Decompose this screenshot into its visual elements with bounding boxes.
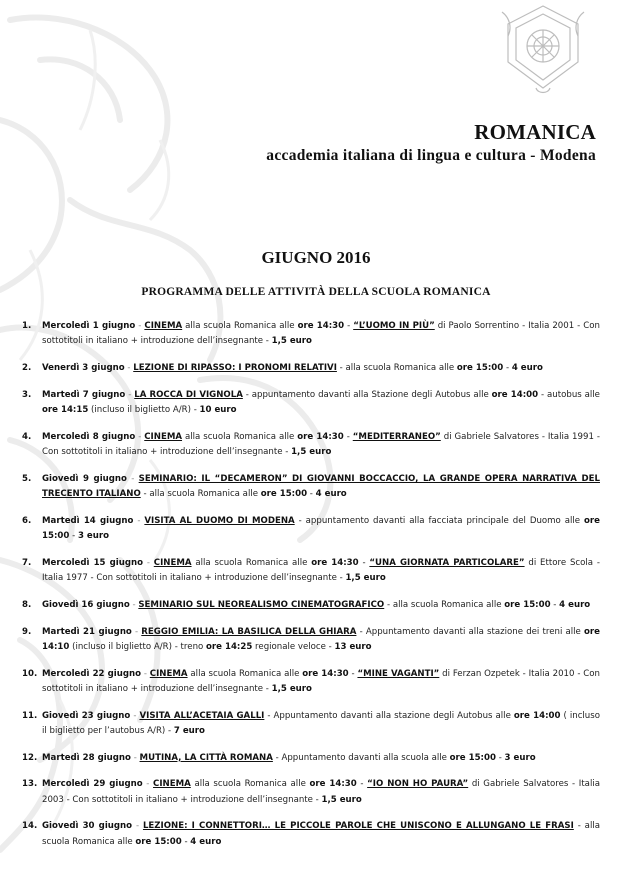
event-highlight: REGGIO EMILIA: LA BASILICA DELLA GHIARA <box>141 626 357 637</box>
event-highlight: “MINE VAGANTI” <box>357 668 440 679</box>
event-text: 3 euro <box>77 531 109 541</box>
event-text: - autobus alle <box>538 389 600 400</box>
event-text: ore 14:25 <box>206 641 253 652</box>
event-number: 9. <box>22 626 32 637</box>
event-highlight: “IO NON HO PAURA” <box>367 779 469 790</box>
event-highlight: SEMINARIO: IL “DECAMERON” DI GIOVANNI BOCCACCIO, LA GRANDE OPERA NARRATIVA DEL TRECENTO ITALIANO <box>42 473 600 499</box>
event-highlight: LEZIONE: I CONNETTORI… LE PICCOLE PAROLE CHE UNISCONO E ALLUNGANO LE FRASI <box>142 821 574 832</box>
event-date: Martedì 28 giugno <box>42 752 131 763</box>
event-text: alla scuola Romanica alle <box>190 779 310 790</box>
event-highlight: CINEMA <box>153 557 192 568</box>
event-item: 7. Mercoledì 15 giugno - CINEMA alla scuola Romanica alle ore 14:30 - “UNA GIORNATA PARTICOLARE” di Ettore Scola - Italia 1977 - Con sottotitoli in italiano + introduzione dell’insegnante - 1,5 euro <box>22 557 600 583</box>
event-text: 3 euro <box>504 752 536 763</box>
event-text: ore 14:30 <box>311 557 359 568</box>
event-highlight: VISITA ALL’ACETAIA GALLI <box>139 710 265 721</box>
event-item: 1. Mercoledì 1 giugno - CINEMA alla scuola Romanica alle ore 14:30 - “L’UOMO IN PIÙ” di Paolo Sorrentino - Italia 2001 - Con sottotitoli in italiano + introduzione dell’insegnante - 1,5 euro <box>22 321 600 347</box>
event-date: Martedì 7 giugno <box>42 389 126 400</box>
event-date: Martedì 21 giugno <box>42 626 132 637</box>
event-item: 2. Venerdì 3 giugno - LEZIONE DI RIPASSO: I PRONOMI RELATIVI - alla scuola Romanica alle ore 15:00 - 4 euro <box>18 361 600 376</box>
event-number: 14. <box>22 821 38 832</box>
event-text: - appuntamento davanti alla facciata principale del Duomo alle <box>294 515 584 526</box>
page-subtitle: PROGRAMMA DELLE ATTIVITÀ DELLA SCUOLA ROMANICA <box>141 286 491 298</box>
event-text: - <box>181 836 191 847</box>
event-highlight: CINEMA <box>153 779 191 790</box>
event-highlight: CINEMA <box>144 321 183 331</box>
event-text: di Paolo Sorrentino - Italia 2001 - Con sottotitoli in italiano + introduzione dell’insegnante - <box>42 321 600 347</box>
event-number: 1. <box>22 321 32 331</box>
event-text: - Appuntamento davanti alla scuola alle <box>272 752 450 763</box>
event-text: - <box>307 489 316 499</box>
event-text: 4 euro <box>559 599 591 610</box>
event-text: - alla scuola Romanica alle <box>140 489 261 499</box>
event-item: 12. Martedì 28 giugno - MUTINA, LA CITTÀ ROMANA - Appuntamento davanti alla scuola alle ore 15:00 - 3 euro <box>18 751 600 766</box>
event-item: 3. Martedì 7 giugno - LA ROCCA DI VIGNOLA - appuntamento davanti alla Stazione degli Autobus alle ore 14:00 - autobus alle ore 14:15 (incluso il biglietto A/R) - 10 euro <box>22 389 600 415</box>
event-highlight: MUTINA, LA CITTÀ ROMANA <box>139 752 273 763</box>
event-text: 1,5 euro <box>271 683 312 694</box>
event-text: di Ettore Scola - Italia 1977 - Con sottotitoli in italiano + introduzione dell’insegnante - <box>42 557 600 583</box>
event-number: 10. <box>22 668 38 679</box>
event-number: 3. <box>22 389 32 400</box>
page-title: GIUGNO 2016 <box>261 248 371 267</box>
event-text: 1,5 euro <box>321 794 362 805</box>
event-text: - alla scuola Romanica alle <box>384 599 505 610</box>
event-item: 6. Martedì 14 giugno - VISITA AL DUOMO DI MODENA - appuntamento davanti alla facciata principale del Duomo alle ore 15:00 - 3 euro <box>22 515 600 541</box>
event-text: - <box>69 531 78 541</box>
event-item: 13. Mercoledì 29 giugno - CINEMA alla scuola Romanica alle ore 14:30 - “IO NON HO PAURA” di Gabriele Salvatores - Italia 2003 - Con sottotitoli in italiano + introduzione dell’insegnante - 1,5 euro <box>22 779 600 805</box>
event-text: 1,5 euro <box>291 447 332 457</box>
event-date: Mercoledì 8 giugno <box>42 431 136 442</box>
event-item: 9. Martedì 21 giugno - REGGIO EMILIA: LA BASILICA DELLA GHIARA - Appuntamento davanti alla stazione dei treni alle ore 14:10 (incluso il biglietto A/R) - treno ore 14:25 regionale veloce - 13 euro <box>22 626 600 652</box>
event-number: 13. <box>22 779 38 790</box>
event-highlight: LA ROCCA DI VIGNOLA <box>134 389 243 400</box>
event-text: di Gabriele Salvatores - Italia 2003 - Con sottotitoli in italiano + introduzione dell’insegnante - <box>42 779 600 805</box>
brand-name: ROMANICA <box>474 120 596 144</box>
event-number: 12. <box>22 752 38 763</box>
event-item: 10. Mercoledì 22 giugno - CINEMA alla scuola Romanica alle ore 14:30 - “MINE VAGANTI” di Ferzan Ozpetek - Italia 2010 - Con sottotitoli in italiano + introduzione dell’insegnante - 1,5 euro <box>22 668 600 694</box>
event-number: 4. <box>22 431 32 442</box>
event-item: 8. Giovedì 16 giugno - SEMINARIO SUL NEOREALISMO CINEMATOGRAFICO - alla scuola Romanica alle ore 15:00 - 4 euro <box>18 598 600 613</box>
event-date: Mercoledì 15 giugno <box>42 557 144 568</box>
event-text: - appuntamento davanti alla Stazione degli Autobus alle <box>242 389 492 400</box>
brand-tagline: accademia italiana di lingua e cultura - Modena <box>266 147 596 164</box>
event-text: ore 15:00 <box>42 515 600 541</box>
event-text: - <box>495 752 505 763</box>
event-number: 11. <box>22 710 38 721</box>
event-number: 2. <box>22 363 32 373</box>
event-text: - <box>503 363 512 373</box>
event-text: (incluso il biglietto A/R) - <box>88 405 200 415</box>
event-number: 7. <box>22 557 32 568</box>
event-text: ore 15:00 <box>260 489 308 499</box>
event-text: ore 14:30 <box>297 431 344 442</box>
event-date: Martedì 14 giugno <box>42 515 134 526</box>
event-text: - <box>344 321 354 331</box>
event-date: Giovedì 30 giugno <box>42 821 133 832</box>
event-text: 4 euro <box>315 489 347 499</box>
event-text: ore 14:15 <box>42 405 89 415</box>
event-text: 13 euro <box>334 641 372 652</box>
event-date: Mercoledì 22 giugno <box>42 668 142 679</box>
event-text: ore 14:00 <box>491 389 539 400</box>
event-text: di Ferzan Ozpetek - Italia 2010 - Con sottotitoli in italiano + introduzione dell’insegnante - <box>42 668 600 694</box>
event-highlight: “UNA GIORNATA PARTICOLARE” <box>369 557 525 568</box>
event-highlight: CINEMA <box>144 431 183 442</box>
event-text: ore 15:00 <box>456 363 504 373</box>
event-text: regionale veloce - <box>252 641 335 652</box>
event-text: 1,5 euro <box>271 336 312 347</box>
event-item: 11. Giovedì 23 giugno - VISITA ALL’ACETAIA GALLI - Appuntamento davanti alla stazione degli Autobus alle ore 14:00 ( incluso il biglietto per l’autobus A/R) - 7 euro <box>22 710 600 736</box>
event-date: Giovedì 16 giugno <box>42 599 130 610</box>
event-text: - Appuntamento davanti alla stazione dei treni alle <box>356 626 585 637</box>
school-emblem-icon <box>498 2 588 98</box>
event-date: Mercoledì 1 giugno <box>42 321 136 331</box>
event-text: alla scuola Romanica alle <box>191 557 312 568</box>
event-item: 4. Mercoledì 8 giugno - CINEMA alla scuola Romanica alle ore 14:30 - “MEDITERRANEO” di Gabriele Salvatores - Italia 1991 - Con sottotitoli in italiano + introduzione dell’insegnante - 1,5 euro <box>22 431 600 457</box>
event-highlight: VISITA AL DUOMO DI MODENA <box>144 515 295 526</box>
event-text: ore 14:30 <box>297 321 345 331</box>
events-list <box>18 319 600 861</box>
event-text: alla scuola Romanica alle <box>187 668 303 679</box>
event-text: ore 14:10 <box>42 626 600 652</box>
event-text: alla scuola Romanica alle <box>182 321 298 331</box>
event-item: 5. Giovedì 9 giugno - SEMINARIO: IL “DECAMERON” DI GIOVANNI BOCCACCIO, LA GRANDE OPERA NARRATIVA DEL TRECENTO ITALIANO - alla scuola Romanica alle ore 15:00 - 4 euro <box>22 473 600 499</box>
event-highlight: LEZIONE DI RIPASSO: I PRONOMI RELATIVI <box>133 363 337 373</box>
event-text: - <box>550 599 560 610</box>
event-text: - alla scuola Romanica alle <box>336 363 457 373</box>
event-highlight: “MEDITERRANEO” <box>352 431 441 442</box>
event-date: Venerdì 3 giugno <box>42 363 125 373</box>
header <box>266 120 596 165</box>
event-text: ore 14:30 <box>309 779 357 790</box>
event-text: - <box>348 668 358 679</box>
event-text: di Gabriele Salvatores - Italia 1991 - Con sottotitoli in italiano + introduzione dell’insegnante - <box>42 431 600 457</box>
event-item: 14. Giovedì 30 giugno - LEZIONE: I CONNETTORI… LE PICCOLE PAROLE CHE UNISCONO E ALLUNGANO LE FRASI - alla scuola Romanica alle ore 15:00 - 4 euro <box>22 821 600 847</box>
event-number: 5. <box>22 473 32 484</box>
event-text: - <box>358 557 370 568</box>
event-text: 4 euro <box>190 836 222 847</box>
event-text: - <box>356 779 368 790</box>
event-text: ore 15:00 <box>449 752 496 763</box>
event-date: Giovedì 23 giugno <box>42 710 131 721</box>
event-text: ( incluso il biglietto per l’autobus A/R) - <box>42 710 600 736</box>
event-number: 8. <box>22 599 32 610</box>
event-text: ore 15:00 <box>504 599 551 610</box>
event-text: (incluso il biglietto A/R) - treno <box>69 641 206 652</box>
event-text: ore 14:00 <box>513 710 561 721</box>
event-date: Mercoledì 29 giugno <box>42 779 143 790</box>
event-number: 6. <box>22 515 32 526</box>
event-highlight: SEMINARIO SUL NEOREALISMO CINEMATOGRAFICO <box>138 599 385 610</box>
event-text: alla scuola Romanica alle <box>182 431 298 442</box>
event-text: - alla scuola Romanica alle <box>42 821 600 847</box>
event-text: - Appuntamento davanti alla stazione degli Autobus alle <box>264 710 514 721</box>
event-text: 1,5 euro <box>345 573 386 583</box>
event-date: Giovedì 9 giugno <box>42 473 127 484</box>
event-text: 7 euro <box>173 725 205 736</box>
event-text: - <box>343 431 353 442</box>
event-text: ore 14:30 <box>302 668 349 679</box>
event-text: 4 euro <box>511 363 543 373</box>
event-highlight: “L’UOMO IN PIÙ” <box>353 321 435 331</box>
event-text: 10 euro <box>199 405 237 415</box>
event-highlight: CINEMA <box>149 668 188 679</box>
event-text: ore 15:00 <box>135 836 182 847</box>
